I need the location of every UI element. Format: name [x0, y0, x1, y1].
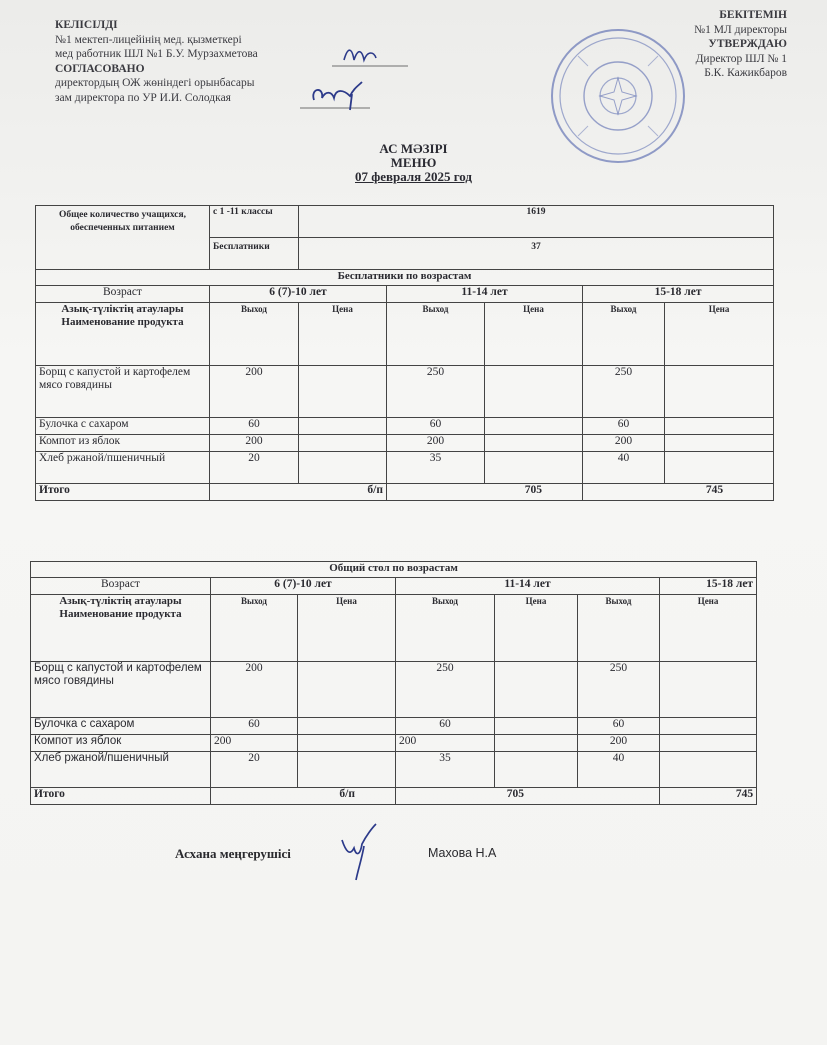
total-value: 705 [387, 484, 583, 501]
agreed-ru: СОГЛАСОВАНО [55, 62, 145, 75]
product-header: Азық-түліктің атаулары Наименование продукта [31, 595, 211, 662]
total-value: 705 [396, 788, 660, 805]
table-row [31, 735, 757, 752]
product-header: Азық-түліктің атаулары Наименование продукта [36, 303, 210, 366]
table-row [31, 752, 757, 788]
approval-block-left [55, 18, 258, 105]
out-header: Выход [578, 595, 660, 662]
director-ru: Директор ШЛ № 1 [695, 52, 787, 65]
age-label: Возраст [36, 286, 210, 303]
out-header: Выход [396, 595, 495, 662]
total-row [36, 484, 774, 501]
output-value: 200 [583, 435, 665, 452]
table-row [31, 662, 757, 718]
output-value: 200 [387, 435, 485, 452]
classes-value: 1619 [299, 206, 774, 238]
table-row [36, 366, 774, 418]
output-value: 35 [396, 752, 495, 788]
deputy-kz: директордың ОЖ жөніндегі орынбасары [55, 77, 255, 89]
output-value: 250 [578, 662, 660, 718]
output-value: 35 [387, 452, 485, 484]
total-value: б/п [210, 484, 387, 501]
med-worker-kz: №1 мектеп-лицейінің мед. қызметкері [55, 33, 242, 46]
total-value: б/п [211, 788, 396, 805]
product-name: Борщ с капустой и картофелем мясо говядины [31, 662, 211, 718]
product-name: Борщ с капустой и картофелем мясо говядины [36, 366, 210, 418]
output-value: 200 [211, 735, 298, 752]
total-label: Итого [36, 484, 210, 501]
out-header: Выход [211, 595, 298, 662]
canteen-head-label: Асхана меңгерушісі [175, 846, 291, 861]
output-value: 60 [387, 418, 485, 435]
classes-label: с 1 -11 классы [210, 206, 299, 238]
price-header: Цена [660, 595, 757, 662]
out-header: Выход [583, 303, 665, 366]
output-value: 60 [210, 418, 299, 435]
total-value: 745 [583, 484, 774, 501]
total-label: Итого [31, 788, 211, 805]
approve-ru: УТВЕРЖДАЮ [708, 38, 787, 50]
output-value: 200 [578, 735, 660, 752]
footer-signoff [175, 846, 497, 862]
total-value: 745 [660, 788, 757, 805]
table-row [31, 718, 757, 735]
output-value: 20 [210, 452, 299, 484]
output-value: 60 [396, 718, 495, 735]
price-header: Цена [485, 303, 583, 366]
price-header: Цена [665, 303, 774, 366]
age-group: 11-14 лет [387, 286, 583, 303]
table-caption: Бесплатники по возрастам [36, 270, 774, 286]
agreed-kz: КЕЛІСІЛДІ [55, 19, 118, 31]
age-group: 6 (7)-10 лет [211, 578, 396, 595]
table-row [36, 452, 774, 484]
age-group: 11-14 лет [396, 578, 660, 595]
approval-block-right [694, 8, 787, 81]
age-group: 6 (7)-10 лет [210, 286, 387, 303]
deputy-ru: зам директора по УР И.И. Солодкая [55, 91, 231, 104]
output-value: 40 [583, 452, 665, 484]
age-row [31, 578, 757, 595]
price-header: Цена [298, 595, 396, 662]
caption-row [36, 270, 774, 286]
table-caption: Общий стол по возрастам [31, 562, 757, 578]
product-name: Булочка с сахаром [36, 418, 210, 435]
column-header-row [36, 303, 774, 366]
title-ru: МЕНЮ [390, 155, 437, 170]
signature-med-worker [330, 40, 410, 70]
free-meals-table [35, 205, 774, 501]
output-value: 200 [396, 735, 495, 752]
table-row [36, 435, 774, 452]
out-header: Выход [210, 303, 299, 366]
output-value: 250 [387, 366, 485, 418]
total-row [31, 788, 757, 805]
free-label: Бесплатники [210, 238, 299, 270]
product-name: Компот из яблок [31, 735, 211, 752]
output-value: 40 [578, 752, 660, 788]
signature-deputy [300, 80, 380, 112]
table-row [36, 418, 774, 435]
age-label: Возраст [31, 578, 211, 595]
output-value: 200 [210, 366, 299, 418]
med-worker-ru: мед работник ШЛ №1 Б.У. Мурзахметова [55, 48, 258, 60]
product-name: Булочка с сахаром [31, 718, 211, 735]
output-value: 20 [211, 752, 298, 788]
output-value: 250 [396, 662, 495, 718]
column-header-row [31, 595, 757, 662]
age-group: 15-18 лет [660, 578, 757, 595]
total-students-label: Общее количество учащихся, обеспеченных питанием [36, 206, 210, 270]
output-value: 60 [583, 418, 665, 435]
product-name: Хлеб ржаной/пшеничный [31, 752, 211, 788]
output-value: 60 [578, 718, 660, 735]
out-header: Выход [387, 303, 485, 366]
price-header: Цена [495, 595, 578, 662]
general-table [30, 561, 757, 805]
product-name: Хлеб ржаной/пшеничный [36, 452, 210, 484]
output-value: 200 [210, 435, 299, 452]
output-value: 250 [583, 366, 665, 418]
director-name: Б.К. Кажикбаров [704, 67, 787, 79]
summary-row [36, 206, 774, 238]
director-kz: №1 МЛ директоры [694, 23, 787, 36]
canteen-head-name: Махова Н.А [428, 846, 497, 860]
menu-title [0, 142, 827, 184]
age-group: 15-18 лет [583, 286, 774, 303]
free-value: 37 [299, 238, 774, 270]
output-value: 60 [211, 718, 298, 735]
output-value: 200 [211, 662, 298, 718]
age-row [36, 286, 774, 303]
title-kz: АС МӘЗІРІ [379, 141, 448, 156]
product-name: Компот из яблок [36, 435, 210, 452]
signature-canteen-head [336, 822, 386, 882]
price-header: Цена [299, 303, 387, 366]
caption-row [31, 562, 757, 578]
menu-date: 07 февраля 2025 год [355, 169, 472, 184]
approve-kz: БЕКІТЕМІН [719, 9, 787, 21]
